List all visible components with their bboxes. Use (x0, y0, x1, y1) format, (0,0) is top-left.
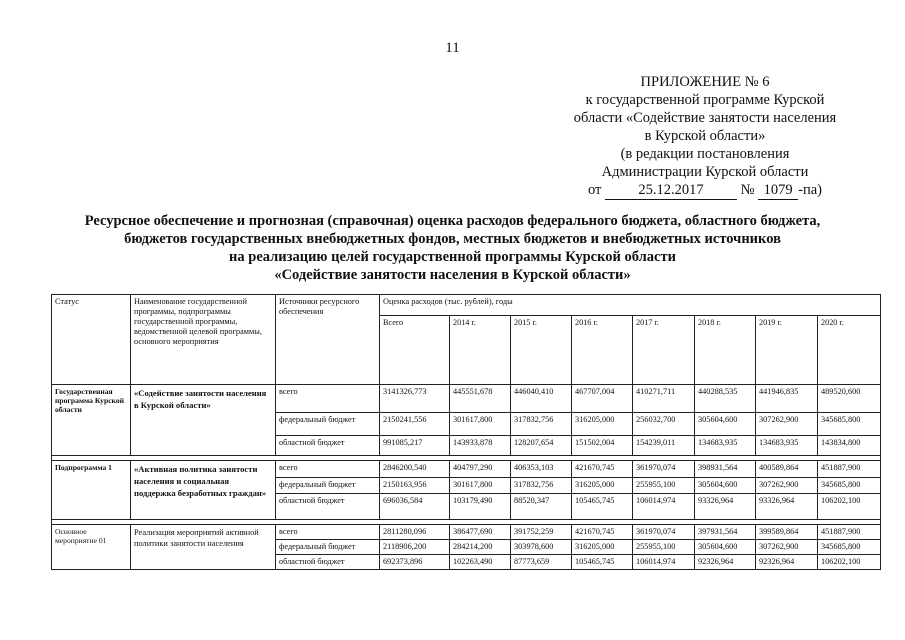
value-cell: 441946,835 (756, 385, 818, 413)
value-cell: 404797,290 (450, 461, 511, 478)
value-cell: 106202,100 (818, 555, 881, 570)
source-cell: всего (276, 525, 380, 540)
decree-date: 25.12.2017 (605, 181, 737, 200)
value-cell: 2846200,540 (380, 461, 450, 478)
value-cell: 345685,800 (818, 413, 881, 436)
value-cell: 400589,864 (756, 461, 818, 478)
appendix-line: области «Содействие занятости населения (573, 110, 837, 126)
date-prefix: от (588, 182, 602, 198)
value-cell: 106014,974 (633, 494, 695, 520)
value-cell: 361970,074 (633, 525, 695, 540)
title-line: «Содействие занятости населения в Курской области» (274, 267, 631, 283)
number-suffix: -па) (798, 182, 822, 198)
source-cell: всего (276, 461, 380, 478)
value-cell: 255955,100 (633, 540, 695, 555)
value-cell: 105465,745 (572, 555, 633, 570)
title-line: Ресурсное обеспечение и прогнозная (справочная) оценка расходов федерального бюджета, областного бюджета, (84, 213, 821, 229)
value-cell: 143933,878 (450, 436, 511, 456)
value-cell: 102263,490 (450, 555, 511, 570)
value-cell: 88520,347 (511, 494, 572, 520)
source-cell: областной бюджет (276, 494, 380, 520)
table-row (52, 461, 881, 478)
value-cell: 345685,800 (818, 478, 881, 494)
value-cell: 345685,800 (818, 540, 881, 555)
value-cell: 399589,864 (756, 525, 818, 540)
value-cell: 440288,535 (695, 385, 756, 413)
source-cell: областной бюджет (276, 436, 380, 456)
value-cell: 154239,011 (633, 436, 695, 456)
value-cell: 93326,964 (756, 494, 818, 520)
value-cell: 2150241,556 (380, 413, 450, 436)
number-prefix: № (740, 182, 755, 198)
budget-table (51, 294, 881, 570)
header-year: 2014 г. (450, 316, 511, 385)
header-year: 2018 г. (695, 316, 756, 385)
value-cell: 93326,964 (695, 494, 756, 520)
table-row (52, 385, 881, 413)
title-line: на реализацию целей государственной программы Курской области (229, 249, 676, 265)
status-cell: Государственная программа Курской области (52, 385, 131, 456)
value-cell: 301617,800 (450, 413, 511, 436)
header-estimate: Оценка расходов (тыс. рублей), годы (380, 295, 881, 316)
source-cell: федеральный бюджет (276, 540, 380, 555)
source-cell: всего (276, 385, 380, 413)
appendix-line: Администрации Курской области (601, 164, 809, 180)
header-year: 2019 г. (756, 316, 818, 385)
value-cell: 92326,964 (756, 555, 818, 570)
header-year: 2020 г. (818, 316, 881, 385)
value-cell: 445551,678 (450, 385, 511, 413)
value-cell: 317832,756 (511, 478, 572, 494)
decree-number: 1079 (758, 181, 798, 200)
value-cell: 143834,800 (818, 436, 881, 456)
program-name-cell: Реализация мероприятий активной политики занятости населения (131, 525, 276, 570)
value-cell: 421670,745 (572, 525, 633, 540)
value-cell: 307262,900 (756, 413, 818, 436)
value-cell: 467707,004 (572, 385, 633, 413)
header-status: Статус (52, 295, 131, 385)
appendix-line: (в редакции постановления (620, 146, 790, 162)
value-cell: 386477,690 (450, 525, 511, 540)
value-cell: 692373,896 (380, 555, 450, 570)
value-cell: 696036,584 (380, 494, 450, 520)
source-cell: федеральный бюджет (276, 478, 380, 494)
header-year: 2017 г. (633, 316, 695, 385)
source-cell: областной бюджет (276, 555, 380, 570)
value-cell: 2150163,956 (380, 478, 450, 494)
value-cell: 2118906,200 (380, 540, 450, 555)
value-cell: 307262,900 (756, 478, 818, 494)
value-cell: 316205,000 (572, 413, 633, 436)
value-cell: 106202,100 (818, 494, 881, 520)
table-row (52, 525, 881, 540)
document-title (40, 212, 865, 284)
value-cell: 316205,000 (572, 478, 633, 494)
value-cell: 134683,935 (756, 436, 818, 456)
value-cell: 2811280,096 (380, 525, 450, 540)
source-cell: федеральный бюджет (276, 413, 380, 436)
value-cell: 105465,745 (572, 494, 633, 520)
value-cell: 284214,200 (450, 540, 511, 555)
header-year: 2016 г. (572, 316, 633, 385)
value-cell: 305604,600 (695, 413, 756, 436)
value-cell: 128207,654 (511, 436, 572, 456)
value-cell: 301617,800 (450, 478, 511, 494)
value-cell: 991085,217 (380, 436, 450, 456)
value-cell: 256032,700 (633, 413, 695, 436)
appendix-line: ПРИЛОЖЕНИЕ № 6 (640, 74, 770, 90)
header-source: Источники ресурсного обеспечения (276, 295, 380, 385)
value-cell: 303978,600 (511, 540, 572, 555)
status-cell: Подпрограмма 1 (52, 461, 131, 520)
value-cell: 92326,964 (695, 555, 756, 570)
value-cell: 305604,600 (695, 540, 756, 555)
value-cell: 317832,756 (511, 413, 572, 436)
value-cell: 489520,600 (818, 385, 881, 413)
page-number: 11 (445, 40, 460, 56)
appendix-date-line (540, 181, 870, 200)
appendix-block (540, 73, 870, 200)
value-cell: 451887,900 (818, 461, 881, 478)
value-cell: 451887,900 (818, 525, 881, 540)
appendix-line: в Курской области» (644, 128, 766, 144)
value-cell: 3141326,773 (380, 385, 450, 413)
value-cell: 398931,564 (695, 461, 756, 478)
status-cell: Основное мероприятие 01 (52, 525, 131, 570)
value-cell: 410271,711 (633, 385, 695, 413)
header-name: Наименование государственной программы, подпрограммы государственной программы, ведомственной целевой программы, основного мероприятия (131, 295, 276, 385)
value-cell: 316205,000 (572, 540, 633, 555)
program-name-cell: «Активная политика занятости населения и социальная поддержка безработных граждан» (131, 461, 276, 520)
header-year: 2015 г. (511, 316, 572, 385)
value-cell: 421670,745 (572, 461, 633, 478)
program-name-cell: «Содействие занятости населения в Курской области» (131, 385, 276, 456)
value-cell: 151502,004 (572, 436, 633, 456)
value-cell: 255955,100 (633, 478, 695, 494)
value-cell: 361970,074 (633, 461, 695, 478)
value-cell: 397931,564 (695, 525, 756, 540)
appendix-line: к государственной программе Курской (585, 92, 825, 108)
value-cell: 87773,659 (511, 555, 572, 570)
value-cell: 307262,900 (756, 540, 818, 555)
value-cell: 134683,935 (695, 436, 756, 456)
title-line: бюджетов государственных внебюджетных фондов, местных бюджетов и внебюджетных источников (124, 231, 781, 247)
value-cell: 103179,490 (450, 494, 511, 520)
value-cell: 406353,103 (511, 461, 572, 478)
value-cell: 305604,600 (695, 478, 756, 494)
value-cell: 391752,259 (511, 525, 572, 540)
value-cell: 106014,974 (633, 555, 695, 570)
value-cell: 446040,410 (511, 385, 572, 413)
header-total: Всего (380, 316, 450, 385)
